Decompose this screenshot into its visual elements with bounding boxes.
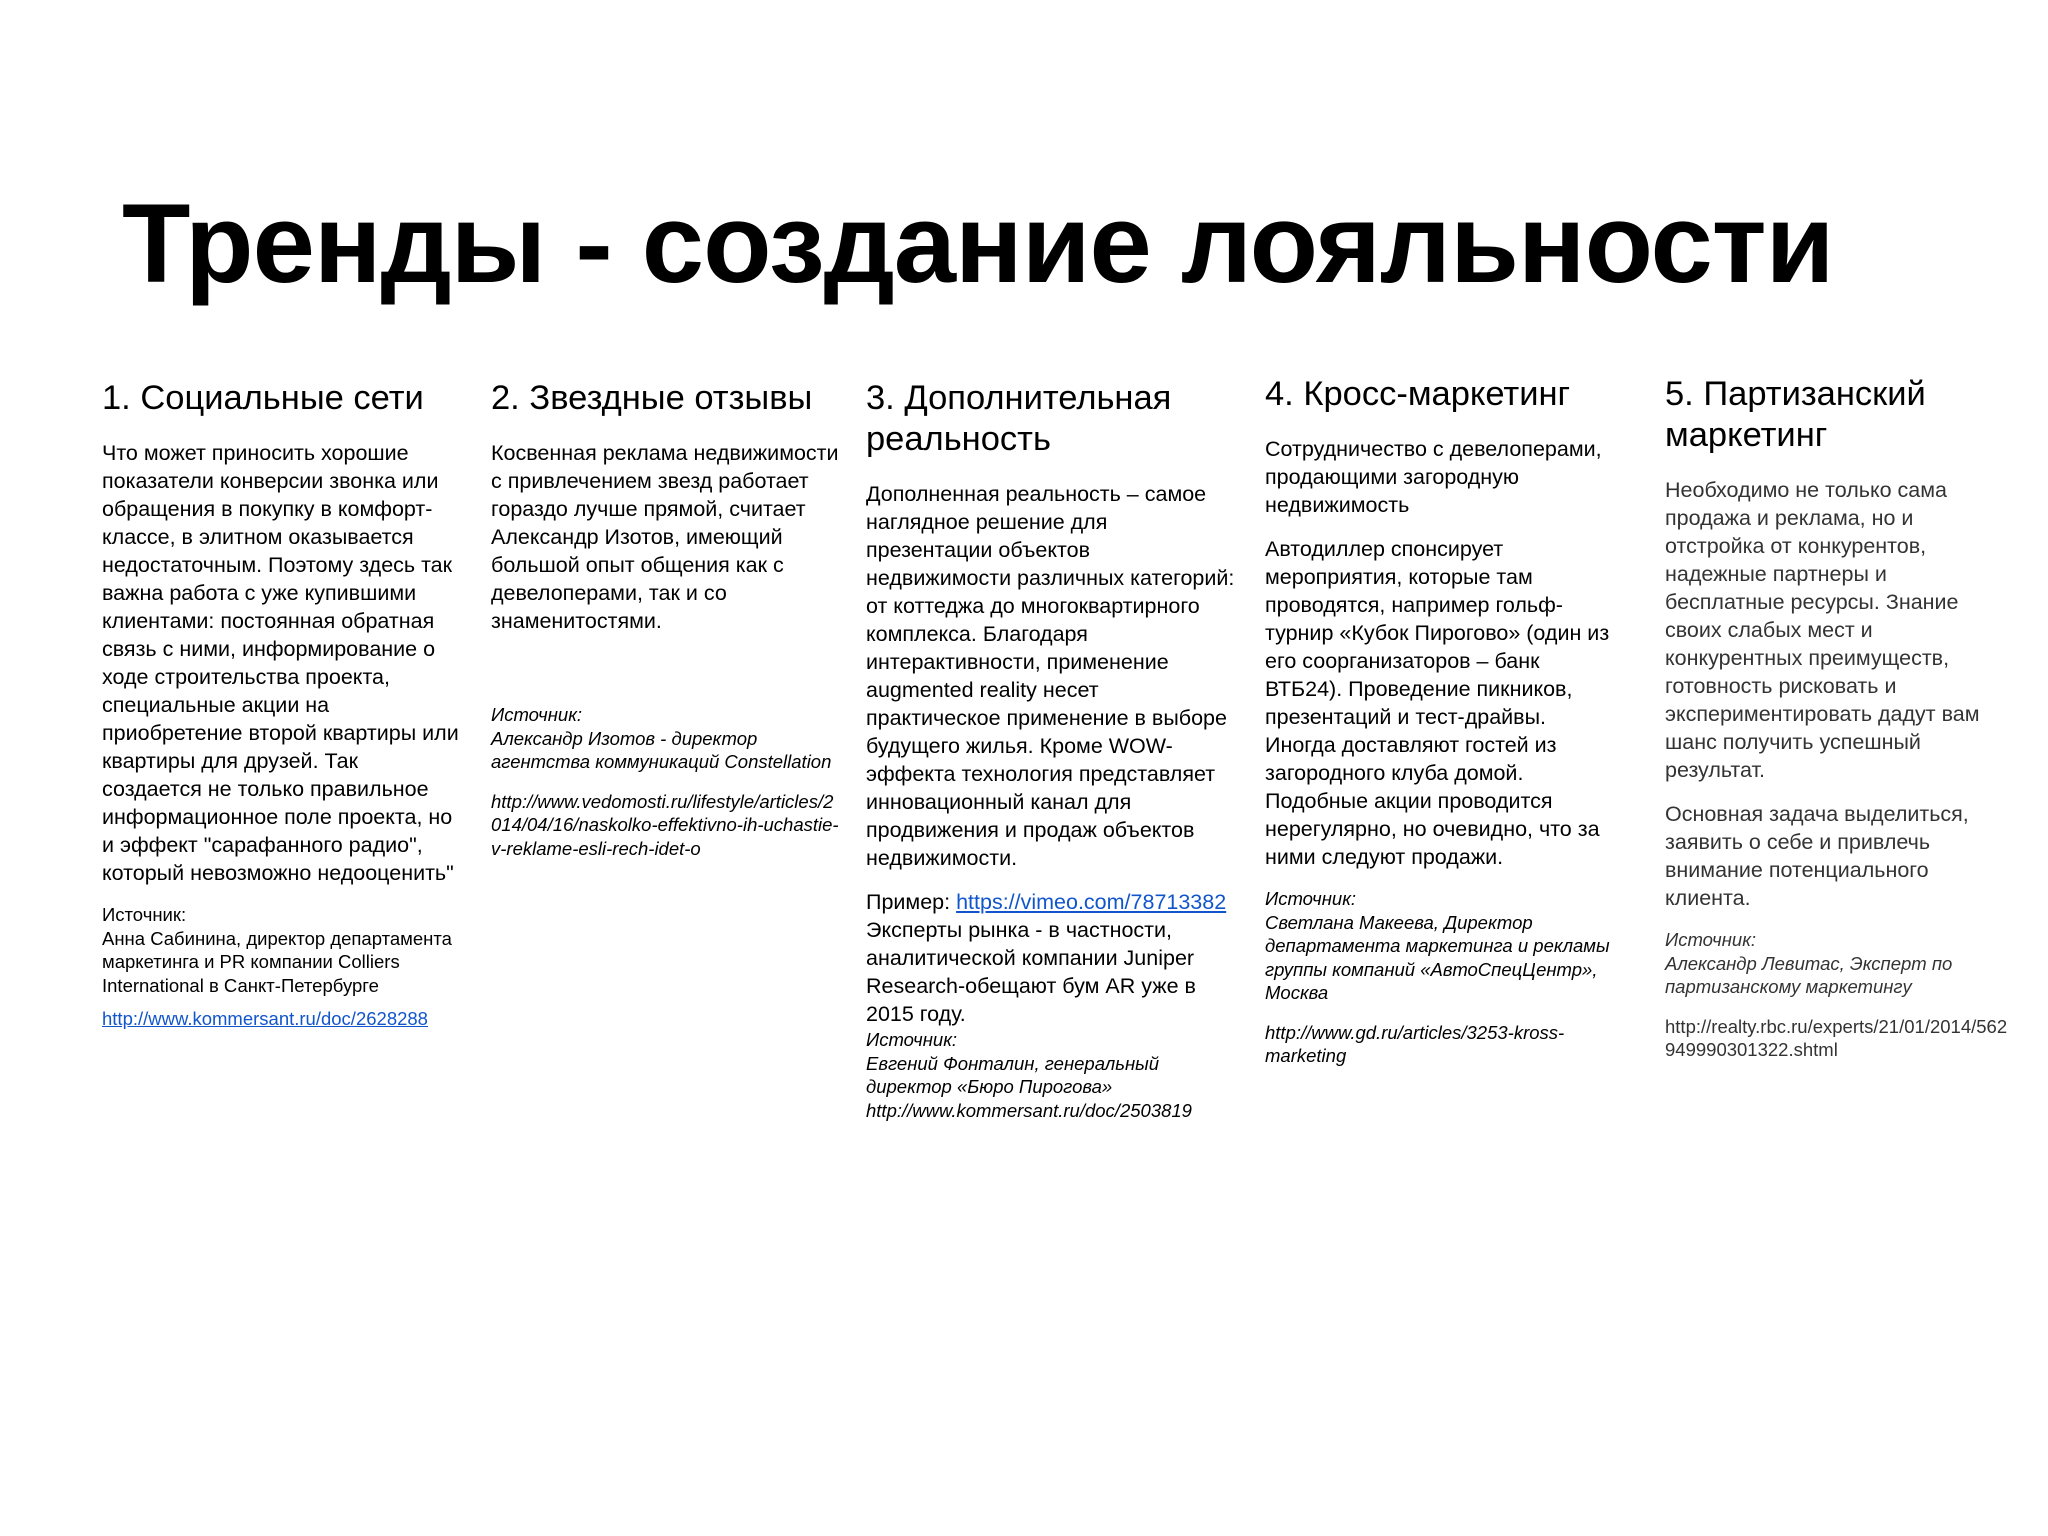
column-heading: 3. Дополнительная реальность: [866, 379, 1172, 458]
column-star-reviews: [491, 378, 841, 860]
example-label: Пример:: [866, 890, 957, 914]
slide-title: Тренды - создание лояльности: [122, 181, 1834, 306]
source-link[interactable]: http://www.kommersant.ru/doc/2628288: [102, 1008, 428, 1029]
column-guerrilla-marketing: [1665, 374, 2010, 1062]
source-label: Источник:: [1665, 929, 1757, 950]
source-label: Источник:: [1265, 888, 1357, 909]
source-link-text: http://www.gd.ru/articles/3253-kross-marketing: [1265, 1021, 1565, 1066]
column-text: Что может приносить хорошие показатели конверсии звонка или обращения в покупку в комфорт-классе, в элитном оказывается недостаточным. Поэтому здесь так важна работа с уже купившими клиентами: постоянная обратная связь с ними, информирование о ходе строительства проекта, специальные акции на приобретение второй квартиры или квартиры для друзей. Так создается не только правильное информационное поле проекта, но и эффект "сарафанного радио", который невозможно недооценить": [102, 441, 459, 885]
source-link-text: http://www.kommersant.ru/doc/2503819: [866, 1099, 1192, 1121]
source-label: Источник:: [102, 904, 187, 925]
column-heading: 2. Звездные отзывы: [491, 379, 813, 417]
source-link-text: http://realty.rbc.ru/experts/21/01/2014/562949990301322.shtml: [1665, 1015, 2008, 1060]
column-social-networks: [102, 378, 462, 1031]
source-link-text: http://www.vedomosti.ru/lifestyle/articles/2014/04/16/naskolko-effektivno-ih-uchastie-v-reklame-esli-rech-idet-o: [491, 790, 839, 859]
column-text: Косвенная реклама недвижимости с привлечением звезд работает гораздо лучше прямой, считает Александр Изотов, имеющий большой опыт общения как с девелоперами, так и со знаменитостями.: [491, 441, 839, 633]
column-heading: 4. Кросс-маркетинг: [1265, 375, 1571, 413]
example-link[interactable]: https://vimeo.com/78713382: [956, 890, 1227, 914]
column-text: Сотрудничество с девелоперами, продающими загородную недвижимость: [1265, 437, 1602, 517]
source-text: Светлана Макеева, Директор департамента маркетинга и рекламы группы компаний «АвтоСпецЦентр», Москва: [1265, 911, 1610, 1003]
column-text-secondary: Основная задача выделиться, заявить о себе и привлечь внимание потенциального клиента.: [1665, 802, 1969, 910]
source-text: Александр Изотов - директор агентства коммуникаций Constellation: [491, 727, 832, 772]
column-text-secondary: Автодиллер спонсирует мероприятия, которые там проводятся, например гольф-турнир «Кубок Пирогово» (один из его соорганизаторов – банк ВТБ24). Проведение пикников, презентаций и тест-драйвы. Иногда доставляют гостей из загородного клуба домой. Подобные акции проводится нерегулярно, но очевидно, что за ними следуют продажи.: [1265, 537, 1610, 869]
column-text: Необходимо не только сама продажа и реклама, но и отстройка от конкурентов, надежные партнеры и бесплатные ресурсы. Знание своих слабых мест и конкурентных преимуществ, готовность рисковать и экспериментировать дадут вам шанс получить успешный результат.: [1665, 478, 1980, 782]
source-text: Александр Левитас, Эксперт по партизанскому маркетингу: [1665, 952, 1953, 997]
source-text: Евгений Фонталин, генеральный директор «Бюро Пирогова»: [866, 1052, 1160, 1097]
source-text: Анна Сабинина, директор департамента маркетинга и PR компании Colliers International в Санкт-Петербурге: [102, 927, 452, 996]
column-cross-marketing: [1265, 374, 1610, 1068]
column-text: Дополненная реальность – самое наглядное решение для презентации объектов недвижимости различных категорий: от коттеджа до многоквартирного комплекса. Благодаря интерактивности, применение augmented reality несет практическое применение в выборе будущего жилья. Кроме WOW-эффекта технология представляет инновационный канал для продвижения и продаж объектов недвижимости.: [866, 482, 1235, 870]
column-text-secondary: Эксперты рынка - в частности, аналитической компании Juniper Research-обещают бум AR уже в 2015 году.: [866, 918, 1196, 1026]
column-augmented-reality: [866, 378, 1236, 1122]
source-label: Источник:: [491, 704, 583, 725]
source-label: Источник:: [866, 1029, 958, 1050]
column-heading: 1. Социальные сети: [102, 379, 424, 417]
column-heading: 5. Партизанский маркетинг: [1665, 375, 1926, 454]
